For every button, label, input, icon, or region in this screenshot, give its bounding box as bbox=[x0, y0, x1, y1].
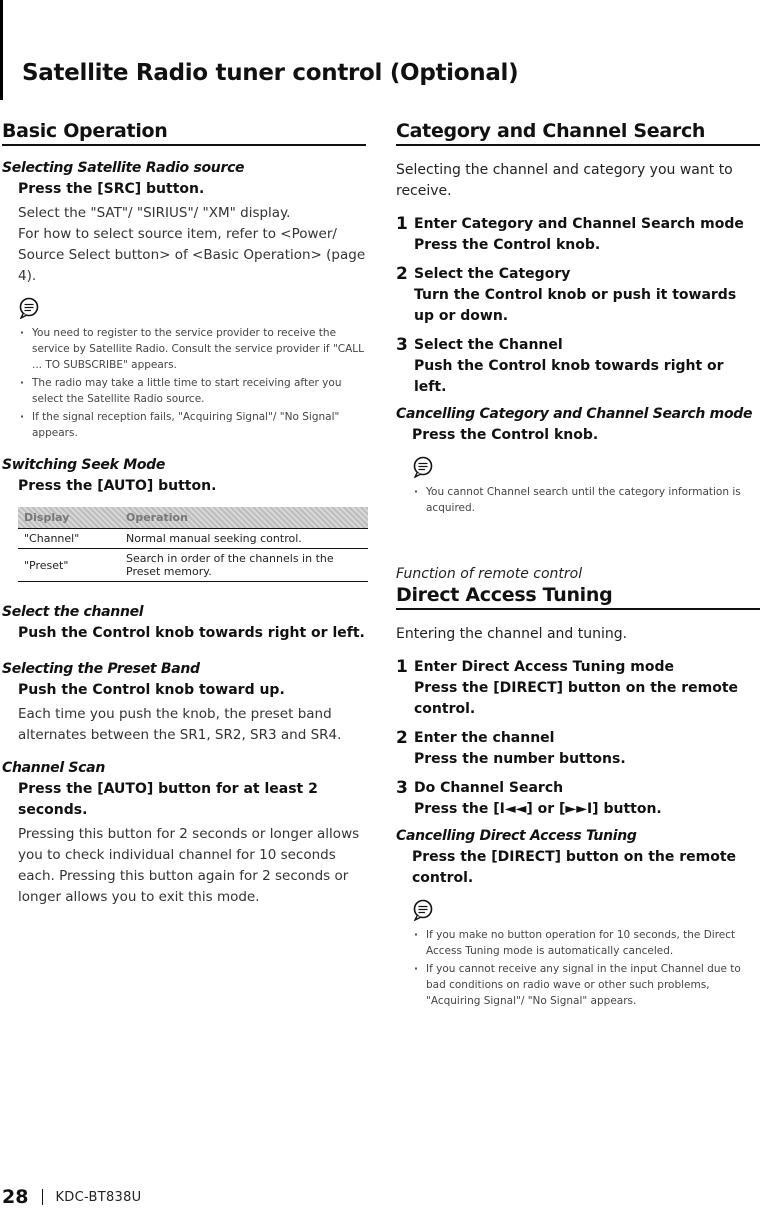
category-cancel-title: Cancelling Category and Channel Search mode bbox=[396, 406, 753, 422]
step-title: Enter the channel bbox=[414, 730, 555, 746]
preset-band-section bbox=[2, 661, 366, 746]
table-row bbox=[18, 549, 368, 582]
note-icon bbox=[18, 297, 40, 319]
preset-band-title: Selecting the Preset Band bbox=[2, 661, 200, 677]
table-header-display: Display bbox=[18, 507, 120, 529]
page-edge-bar bbox=[0, 0, 3, 100]
step-instruction: Press the [DIRECT] button on the remote control. bbox=[414, 680, 739, 717]
step-number: 3 bbox=[396, 778, 408, 798]
note-item: · If the signal reception fails, "Acquiring Signal"/ "No Signal" appears. bbox=[18, 409, 366, 441]
channel-scan-section bbox=[2, 760, 366, 908]
step-instruction: Press the Control knob. bbox=[414, 237, 601, 253]
step-number: 3 bbox=[396, 335, 408, 355]
step-instruction: Press the number buttons. bbox=[414, 751, 626, 767]
table-header-row bbox=[18, 507, 368, 529]
select-source-title: Selecting Satellite Radio source bbox=[2, 160, 245, 176]
select-channel-title: Select the channel bbox=[2, 604, 144, 620]
channel-scan-title: Channel Scan bbox=[2, 760, 105, 776]
seek-mode-title: Switching Seek Mode bbox=[2, 457, 166, 473]
table-header-operation: Operation bbox=[120, 507, 368, 529]
preset-band-body: Each time you push the knob, the preset band alternates between the SR1, SR2, SR3 and SR4. bbox=[18, 706, 342, 743]
table-cell: "Preset" bbox=[18, 549, 120, 582]
category-step-3 bbox=[396, 335, 760, 398]
table-cell: Normal manual seeking control. bbox=[120, 529, 368, 549]
direct-cancel-instruction: Press the [DIRECT] button on the remote control. bbox=[412, 849, 737, 886]
note-item: · If you cannot receive any signal in the input Channel due to bad conditions on radio wave or other such problems, "Acquiring Signal"/ "No Signal" appears. bbox=[412, 961, 760, 1009]
category-search-heading: Category and Channel Search bbox=[396, 120, 760, 146]
direct-access-heading: Direct Access Tuning bbox=[396, 584, 760, 610]
channel-scan-instruction: Press the [AUTO] button for at least 2 seconds. bbox=[18, 781, 318, 818]
direct-notes bbox=[412, 927, 760, 1009]
step-title: Enter Category and Channel Search mode bbox=[414, 216, 744, 232]
channel-scan-body: Pressing this button for 2 seconds or longer allows you to check individual channel for 10 seconds each. Pressing this button again for 2 seconds or longer allows you to exit this mode. bbox=[18, 826, 360, 905]
direct-step-2 bbox=[396, 728, 760, 770]
direct-access-intro: Entering the channel and tuning. bbox=[396, 626, 628, 642]
direct-step-1 bbox=[396, 657, 760, 720]
select-channel-section bbox=[2, 604, 366, 644]
seek-mode-section bbox=[2, 457, 366, 582]
basic-operation-heading: Basic Operation bbox=[2, 120, 366, 146]
category-step-1 bbox=[396, 214, 760, 256]
category-search-intro: Selecting the channel and category you want to receive. bbox=[396, 162, 733, 199]
footer-separator bbox=[42, 1189, 43, 1205]
step-number: 2 bbox=[396, 728, 408, 748]
table-cell: "Channel" bbox=[18, 529, 120, 549]
category-notes bbox=[412, 484, 760, 516]
seek-mode-table bbox=[18, 507, 368, 582]
note-item: · If you make no button operation for 10 seconds, the Direct Access Tuning mode is automatically canceled. bbox=[412, 927, 760, 959]
page-footer bbox=[2, 1186, 141, 1208]
category-step-2 bbox=[396, 264, 760, 327]
select-source-section bbox=[2, 160, 366, 441]
category-cancel-instruction: Press the Control knob. bbox=[412, 427, 599, 443]
note-item: · The radio may take a little time to start receiving after you select the Satellite Radio source. bbox=[18, 375, 366, 407]
table-row bbox=[18, 529, 368, 549]
note-item: · You cannot Channel search until the category information is acquired. bbox=[412, 484, 760, 516]
note-item: · You need to register to the service provider to receive the service by Satellite Radio. Consult the service provider if "CALL ... TO SUBSCRIBE" appears. bbox=[18, 325, 366, 373]
seek-mode-instruction: Press the [AUTO] button. bbox=[18, 478, 217, 494]
step-title: Select the Category bbox=[414, 266, 571, 282]
note-icon bbox=[412, 456, 434, 478]
select-source-instruction: Press the [SRC] button. bbox=[18, 181, 205, 197]
direct-cancel-title: Cancelling Direct Access Tuning bbox=[396, 828, 637, 844]
note-icon bbox=[412, 899, 434, 921]
step-instruction: Turn the Control knob or push it towards up or down. bbox=[414, 287, 737, 324]
select-source-body-2: For how to select source item, refer to <Power/ Source Select button> of <Basic Operation> (page 4). bbox=[18, 226, 366, 284]
step-number: 1 bbox=[396, 657, 408, 677]
select-source-body-1: Select the "SAT"/ "SIRIUS"/ "XM" display. bbox=[18, 205, 291, 221]
step-title: Enter Direct Access Tuning mode bbox=[414, 659, 674, 675]
left-column bbox=[2, 120, 366, 908]
step-instruction: Push the Control knob towards right or left. bbox=[414, 358, 724, 395]
right-column bbox=[396, 120, 760, 1011]
function-label: Function of remote control bbox=[396, 566, 583, 582]
step-title: Do Channel Search bbox=[414, 780, 564, 796]
step-instruction: Press the [I◄◄] or [►►I] button. bbox=[414, 801, 662, 817]
step-number: 1 bbox=[396, 214, 408, 234]
select-channel-instruction: Push the Control knob towards right or left. bbox=[18, 625, 365, 641]
direct-step-3 bbox=[396, 778, 760, 820]
step-number: 2 bbox=[396, 264, 408, 284]
select-source-notes bbox=[18, 325, 366, 441]
step-title: Select the Channel bbox=[414, 337, 563, 353]
page-title: Satellite Radio tuner control (Optional) bbox=[22, 60, 519, 86]
table-cell: Search in order of the channels in the Preset memory. bbox=[120, 549, 368, 582]
model-name: KDC-BT838U bbox=[55, 1189, 142, 1205]
page-number: 28 bbox=[2, 1186, 29, 1208]
preset-band-instruction: Push the Control knob toward up. bbox=[18, 682, 285, 698]
